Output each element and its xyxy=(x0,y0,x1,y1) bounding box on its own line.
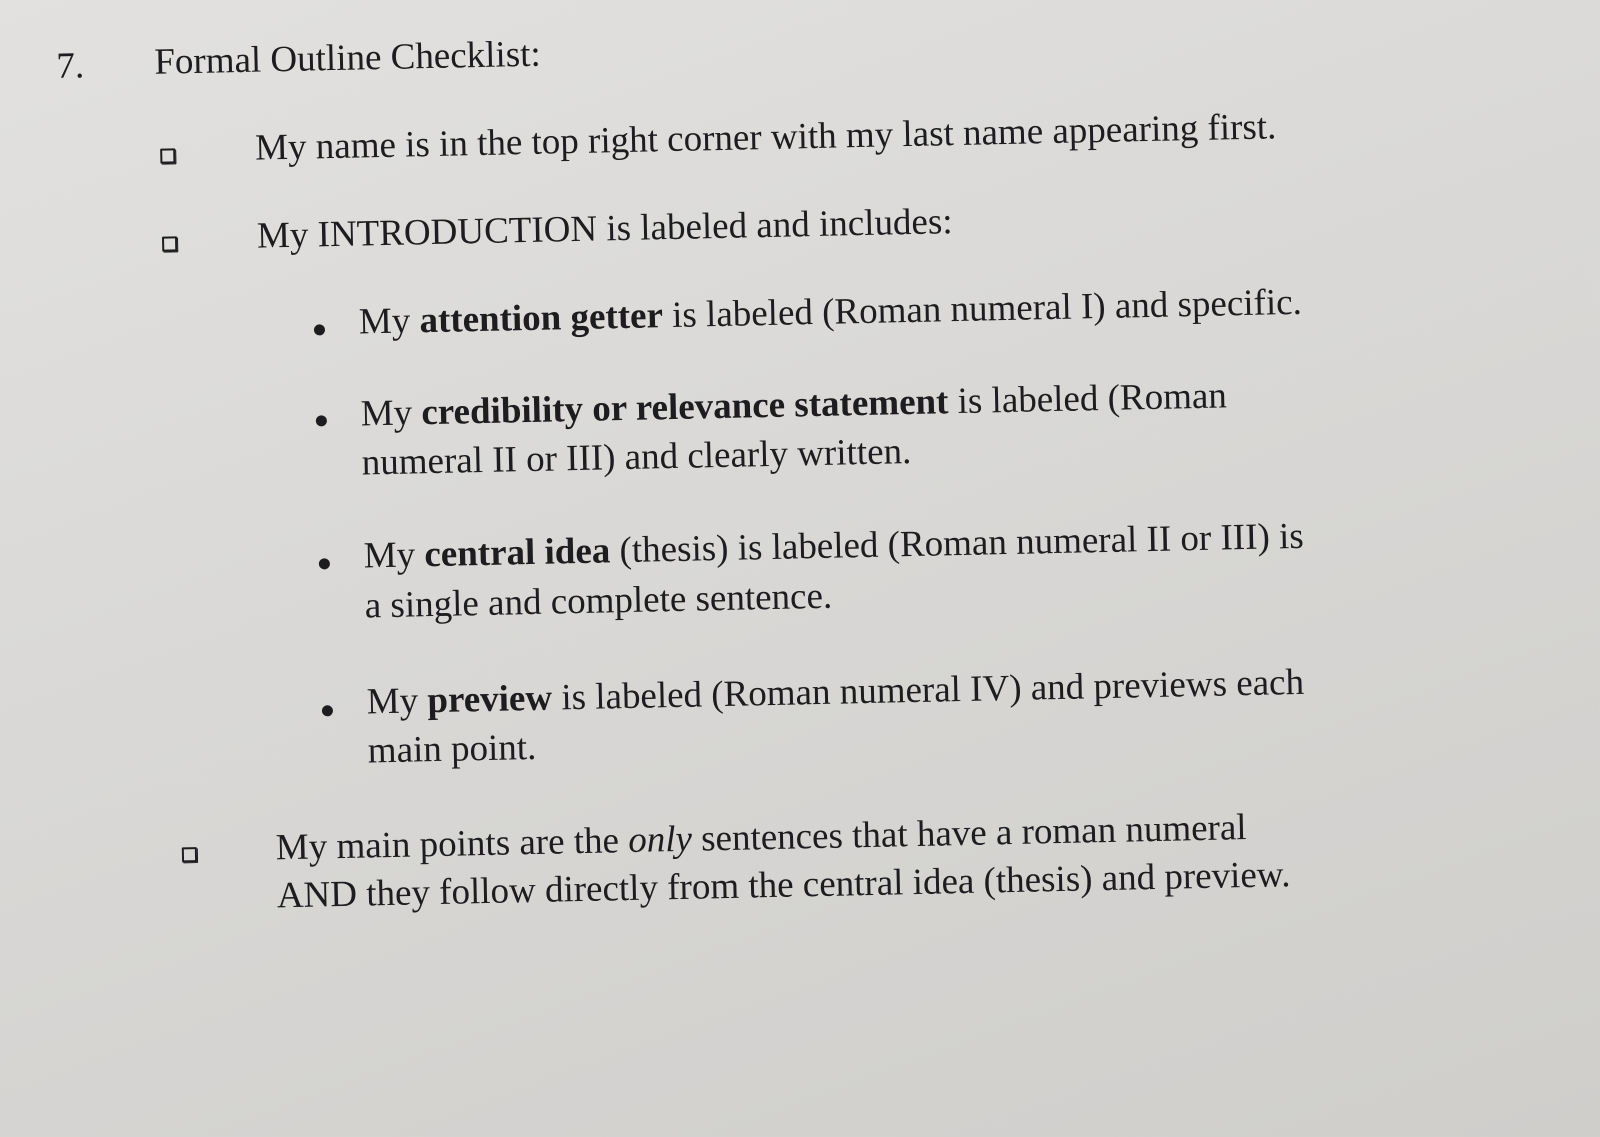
checkbox-icon[interactable] xyxy=(182,847,197,862)
intro-item-term: preview xyxy=(426,677,553,722)
checklist-item-introduction xyxy=(256,196,953,263)
intro-item-text: My xyxy=(363,534,425,577)
bullet-icon xyxy=(316,415,327,426)
intro-item-text: (thesis) is labeled (Roman numeral II or III) is xyxy=(609,515,1305,572)
checklist-item-label: My name is in the top right corner with my last name appearing first. xyxy=(254,106,1277,169)
checklist-item-label: sentences that have a roman numeral xyxy=(691,807,1247,860)
intro-item-term: central idea xyxy=(423,530,611,576)
intro-item-preview xyxy=(366,657,1304,729)
checklist-item-label: My INTRODUCTION is labeled and includes: xyxy=(256,201,953,257)
item-number: 7. xyxy=(55,45,85,87)
intro-item-text: My xyxy=(360,392,422,435)
intro-item-central-idea-line2: a single and complete sentence. xyxy=(364,575,833,627)
intro-item-text: is labeled (Roman numeral IV) and previews each xyxy=(551,661,1305,719)
intro-item-credibility-line2: numeral II or III) and clearly written. xyxy=(361,431,912,484)
page-title: Formal Outline Checklist: xyxy=(153,33,542,83)
checklist-item-name xyxy=(255,101,1277,174)
checklist-item-label: My main points are the xyxy=(275,820,629,869)
intro-item-term: credibility or relevance statement xyxy=(420,381,949,434)
intro-item-term: attention getter xyxy=(419,295,664,342)
bullet-icon xyxy=(314,324,325,335)
checkbox-icon[interactable] xyxy=(162,236,177,251)
checkbox-icon[interactable] xyxy=(160,148,175,163)
intro-item-central-idea xyxy=(363,511,1304,583)
intro-item-text: My xyxy=(366,680,428,723)
intro-item-text: is labeled (Roman xyxy=(947,375,1228,423)
intro-item-attention-getter xyxy=(358,277,1302,349)
emphasis-text: only xyxy=(627,818,693,862)
checklist-item-main-points-line2: AND they follow directly from the central idea (thesis) and preview. xyxy=(276,854,1291,917)
intro-item-preview-line2: main point. xyxy=(367,726,537,772)
bullet-icon xyxy=(322,705,333,716)
bullet-icon xyxy=(319,558,330,569)
intro-item-text: My xyxy=(358,300,420,343)
intro-item-text: is labeled (Roman numeral I) and specific. xyxy=(662,281,1303,337)
